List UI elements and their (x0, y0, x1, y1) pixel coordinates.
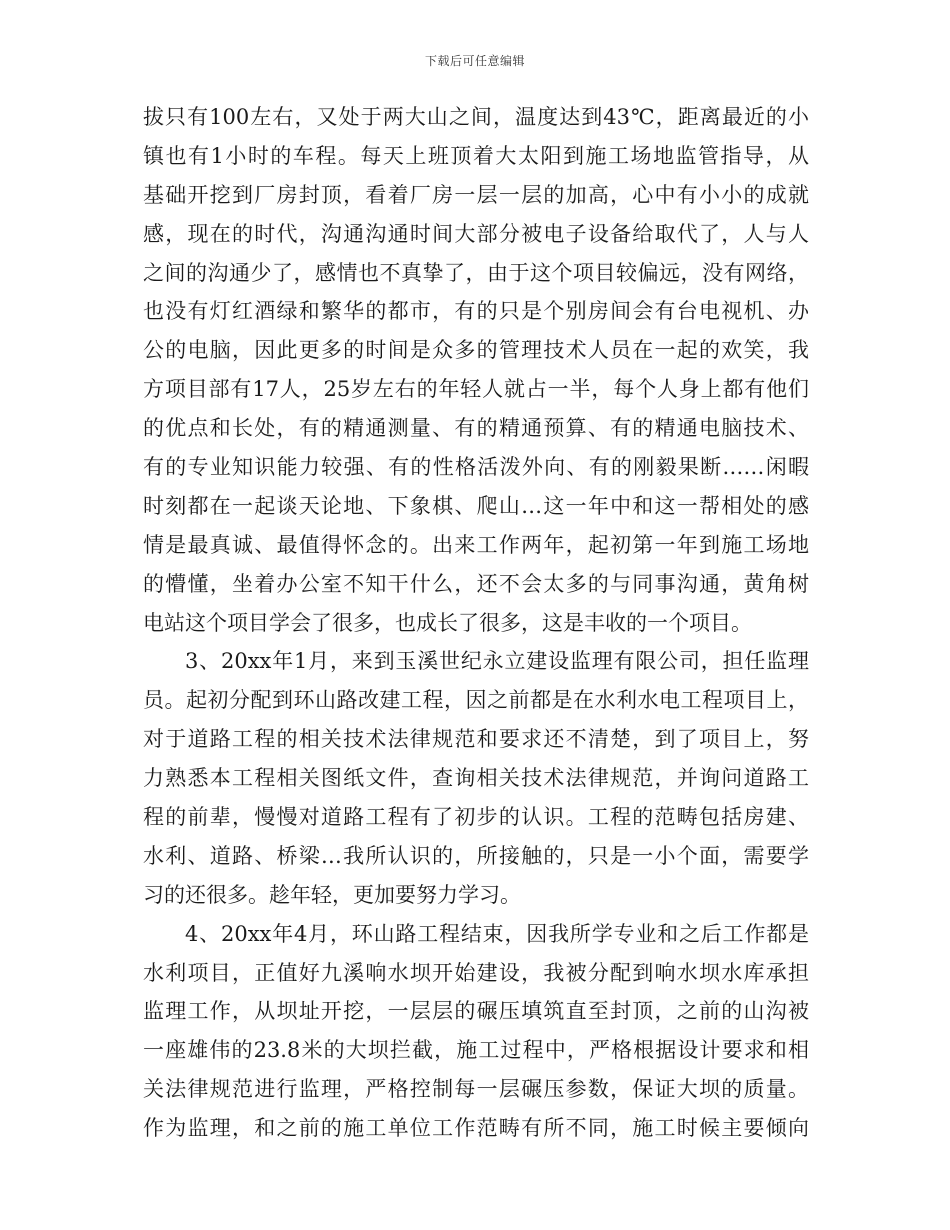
text-line: 方项目部有17人，25岁左右的年轻人就占一半，每个人身上都有他们 (143, 377, 809, 402)
text-line: 公的电脑，因此更多的时间是众多的管理技术人员在一起的欢笑，我 (143, 338, 809, 363)
page-header: 下载后可任意编辑 (424, 54, 525, 68)
text-line: 的优点和长处，有的精通测量、有的精通预算、有的精通电脑技术、 (143, 416, 809, 441)
text-line: 情是最真诚、最值得怀念的。出来工作两年，起初第一年到施工场地 (143, 532, 809, 557)
text-line: 也没有灯红酒绿和繁华的都市，有的只是个别房间会有台电视机、办 (143, 299, 809, 324)
text-line: 拔只有100左右，又处于两大山之间，温度达到43℃，距离最近的小 (143, 105, 809, 129)
text-line: 镇也有1小时的车程。每天上班顶着大太阳到施工场地监管指导，从 (143, 143, 809, 168)
text-line: 基础开挖到厂房封顶，看着厂房一层一层的加高，心中有小小的成就 (143, 182, 809, 207)
text-line: 水利、道路、桥梁…我所认识的，所接触的，只是一小个面，需要学 (143, 843, 809, 868)
text-line: 电站这个项目学会了很多，也成长了很多，这是丰收的一个项目。 (143, 610, 752, 635)
text-line: 水利项目，正值好九溪响水坝开始建设，我被分配到响水坝水库承担 (143, 960, 809, 985)
document-body (143, 98, 809, 1148)
text-line: 一座雄伟的23.8米的大坝拦截，施工过程中，严格根据设计要求和相 (143, 1038, 809, 1063)
text-line: 作为监理，和之前的施工单位工作范畴有所不同，施工时候主要倾向 (143, 1116, 809, 1141)
text-line: 的懵懂，坐着办公室不知干什么，还不会太多的与同事沟通，黄角树 (143, 571, 809, 596)
text-line: 力熟悉本工程相关图纸文件，查询相关技术法律规范，并询问道路工 (143, 766, 809, 791)
text-line: 感，现在的时代，沟通沟通时间大部分被电子设备给取代了，人与人 (143, 221, 809, 246)
text-line: 员。起初分配到环山路改建工程，因之前都是在水利水电工程项目上， (143, 688, 809, 713)
text-line: 时刻都在一起谈天论地、下象棋、爬山…这一年中和这一帮相处的感 (143, 493, 809, 518)
text-line: 有的专业知识能力较强、有的性格活泼外向、有的刚毅果断……闲暇 (143, 455, 809, 480)
text-line: 程的前辈，慢慢对道路工程有了初步的认识。工程的范畴包括房建、 (143, 805, 809, 830)
text-line: 之间的沟通少了，感情也不真挚了，由于这个项目较偏远，没有网络， (143, 260, 809, 285)
text-line: 监理工作，从坝址开挖，一层层的碾压填筑直至封顶，之前的山沟被 (143, 999, 809, 1024)
text-line: 3、20xx年1月，来到玉溪世纪永立建设监理有限公司，担任监理 (185, 649, 809, 674)
text-line: 4、20xx年4月，环山路工程结束，因我所学专业和之后工作都是 (185, 921, 809, 946)
text-line: 习的还很多。趁年轻，更加要努力学习。 (143, 882, 521, 907)
text-line: 关法律规范进行监理，严格控制每一层碾压参数，保证大坝的质量。 (143, 1077, 809, 1102)
text-line: 对于道路工程的相关技术法律规范和要求还不清楚，到了项目上，努 (143, 727, 809, 752)
